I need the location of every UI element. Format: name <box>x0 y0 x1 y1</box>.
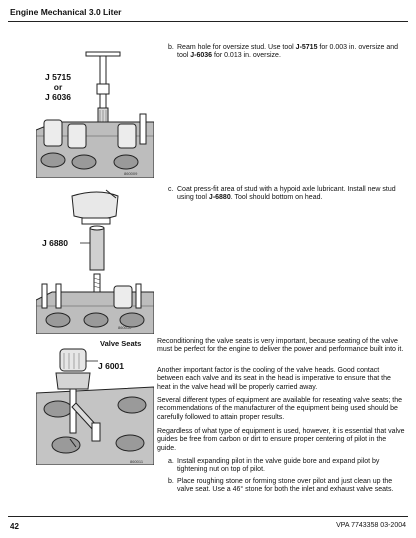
step-text: Place roughing stone or forming stone over pilot and just clean up the valve seat. Use a 46° stone for both the inlet and exhaust valve seats. <box>177 478 394 494</box>
figure-install-stud <box>36 188 154 334</box>
header-title: Engine Mechanical 3.0 Liter <box>10 7 122 17</box>
tool-ref: J-5715 <box>295 44 318 51</box>
tool-label: J 5715 <box>45 72 71 82</box>
tool-ref: J-6036 <box>190 52 213 60</box>
step-letter: b. <box>168 478 174 485</box>
figure-ream-stud-drawing <box>36 32 154 178</box>
tool-label-or: or <box>53 82 63 92</box>
figure-valve-seat <box>36 343 154 465</box>
document-code: VPA 7743358 03-2004 <box>336 522 406 529</box>
figure-code: 860011 <box>130 459 144 464</box>
figure-code: 860009 <box>124 171 138 176</box>
tool-label: J 6880 <box>42 238 68 248</box>
figure-ream-tool-labels <box>38 72 78 102</box>
figure-install-tool-label <box>42 238 82 248</box>
page-number: 42 <box>10 522 19 531</box>
footer-divider <box>8 516 408 517</box>
step-text: Install expanding pilot in the valve guide bore and expand pilot by tightening nut on top of pilot. <box>177 458 380 474</box>
tool-label: J 6036 <box>45 92 71 102</box>
paragraph: Regardless of what type of equipment is used, however, it is essential that valve guides be free from carbon or dirt to ensure proper centering of pilot in the guide. <box>157 428 405 452</box>
paragraph: Another important factor is the cooling of the valve heads. Good contact between each valve and its seat in the head is imperative to ensure that the heat in the valve head will be properly carried away. <box>157 367 391 391</box>
figure-valve-tool-label <box>98 361 138 371</box>
paragraph: Reconditioning the valve seats is very important, because seating of the valve must be perfect for the engine to deliver the power and performance built into it. <box>157 338 404 354</box>
figure-code: 860010 <box>118 325 132 330</box>
paragraph: Several different types of equipment are available for reseating valve seats; the recommendations of the manufacturer of the equipment being used should be carefully followed to attain proper results. <box>157 397 403 421</box>
step-text: Coat press-fit area of stud with a hypoid axle lubricant. Install new stud using tool J-6880. Tool should bottom on head. <box>177 186 396 202</box>
step-text: Ream hole for oversize stud. Use tool J-5715 for 0.003 in. oversize and tool J-6036 for 0.013 in. oversize. <box>177 44 399 60</box>
section-heading: Valve Seats <box>100 339 142 348</box>
tool-ref: J-6880 <box>208 194 231 202</box>
figure-install-stud-drawing <box>36 188 154 334</box>
step-letter: b. <box>168 44 174 51</box>
step-letter: a. <box>168 458 174 465</box>
step-letter: c. <box>168 186 174 193</box>
figure-ream-stud <box>36 32 154 178</box>
tool-label: J 6001 <box>98 361 124 371</box>
header-divider <box>8 21 408 22</box>
